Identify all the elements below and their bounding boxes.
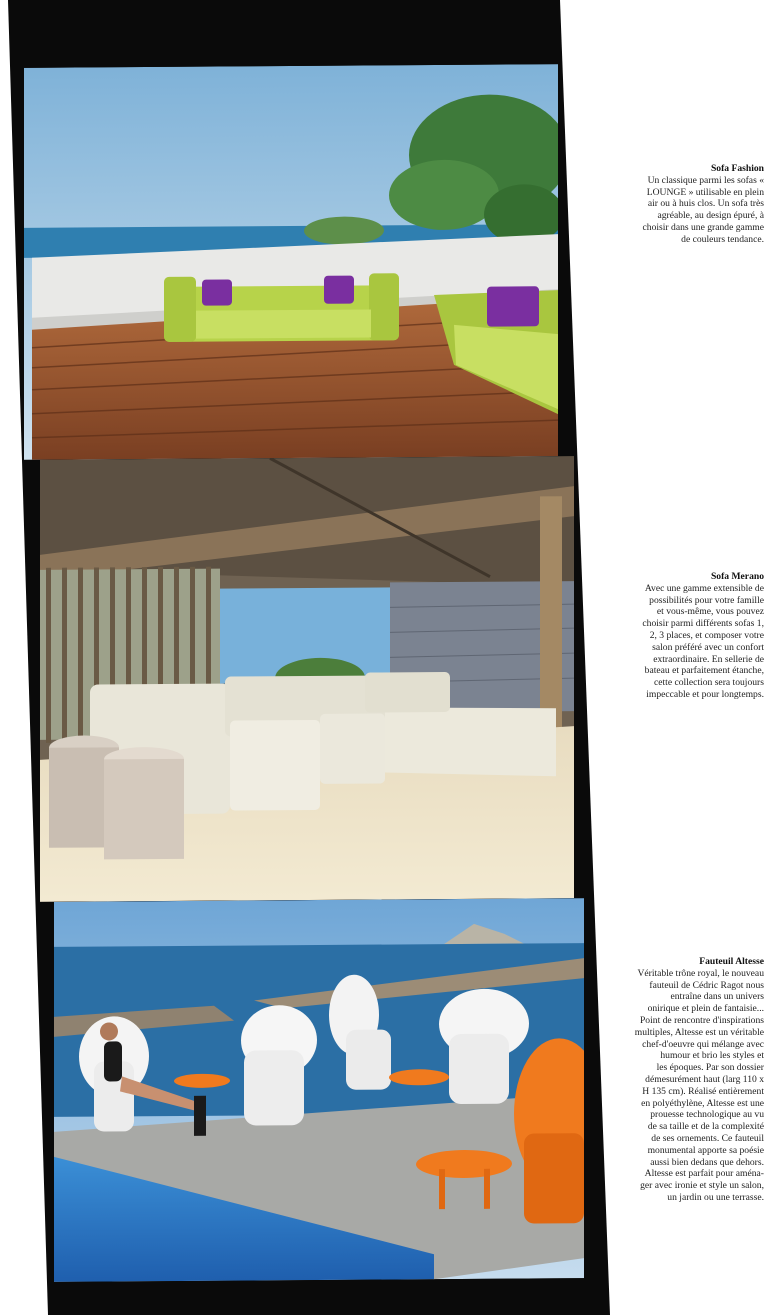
photo-sofa-fashion bbox=[24, 64, 558, 460]
caption-line: 2, 3 places, et composer votre bbox=[649, 629, 764, 641]
caption-line: Avec une gamme extensible de bbox=[644, 582, 764, 594]
caption-line: Un classique parmi les sofas « bbox=[647, 174, 764, 186]
caption-line: Point de rencontre d'inspirations bbox=[639, 1014, 764, 1026]
caption-body bbox=[642, 583, 764, 701]
caption-line: onirique et plein de fantaisie... bbox=[647, 1003, 764, 1015]
caption-line: salon préféré avec un confort bbox=[652, 641, 764, 653]
caption-line: ger avec ironie et style un salon, bbox=[640, 1180, 764, 1192]
photo-fauteuil-altesse bbox=[54, 898, 584, 1282]
caption-line: de ses ornements. Ce fauteuil bbox=[651, 1132, 764, 1144]
caption-line: de couleurs tendance. bbox=[681, 233, 764, 245]
caption-sofa-merano bbox=[642, 571, 764, 701]
caption-line: Véritable trône royal, le nouveau bbox=[637, 967, 764, 979]
caption-sofa-fashion bbox=[643, 163, 764, 246]
caption-line: prouesse technologique au vu bbox=[650, 1109, 764, 1121]
caption-line: cette collection sera toujours bbox=[653, 677, 764, 689]
caption-line: bateau et parfaitement étanche, bbox=[644, 665, 764, 677]
caption-line: aussi bien dedans que dehors. bbox=[650, 1156, 764, 1168]
caption-title: Sofa Merano bbox=[710, 571, 764, 582]
caption-line: démesurément haut (larg 110 x bbox=[645, 1073, 764, 1085]
caption-body bbox=[635, 968, 764, 1204]
caption-line: un jardin ou une terrasse. bbox=[667, 1191, 764, 1203]
caption-line: en polyéthylène, Altesse est une bbox=[641, 1097, 764, 1109]
caption-line: humour et brio les styles et bbox=[660, 1050, 764, 1062]
photo-sofa-merano bbox=[40, 456, 574, 902]
caption-line: les époques. Par son dossier bbox=[656, 1062, 764, 1074]
caption-line: extraordinaire. En sellerie de bbox=[653, 653, 764, 665]
caption-line: choisir dans une grande gamme bbox=[642, 221, 764, 233]
caption-body bbox=[643, 175, 764, 246]
caption-line: choisir parmi différents sofas 1, bbox=[642, 618, 764, 630]
caption-title: Fauteuil Altesse bbox=[699, 956, 764, 967]
caption-line: LOUNGE » utilisable en plein bbox=[646, 186, 764, 198]
caption-line: entraîne dans un univers bbox=[670, 991, 764, 1003]
caption-line: de sa taille et de la complexité bbox=[647, 1121, 764, 1133]
caption-line: multiples, Altesse est un véritable bbox=[634, 1026, 764, 1038]
caption-line: possibilités pour votre famille bbox=[649, 594, 764, 606]
caption-line: Altesse est parfait pour aména- bbox=[644, 1168, 764, 1180]
caption-line: chef-d'oeuvre qui mélange avec bbox=[642, 1038, 764, 1050]
caption-line: air ou à huis clos. Un sofa très bbox=[647, 198, 764, 210]
caption-line: H 135 cm). Réalisé entièrement bbox=[642, 1085, 764, 1097]
caption-line: et vous-même, vous pouvez bbox=[656, 606, 764, 618]
caption-line: monumental apporte sa poésie bbox=[647, 1144, 764, 1156]
caption-fauteuil-altesse bbox=[635, 956, 764, 1204]
caption-line: fauteuil de Cédric Ragot nous bbox=[649, 979, 764, 991]
caption-line: agréable, au design épuré, à bbox=[657, 210, 764, 222]
caption-line: impeccable et pour longtemps. bbox=[646, 688, 764, 700]
caption-title: Sofa Fashion bbox=[710, 163, 764, 174]
